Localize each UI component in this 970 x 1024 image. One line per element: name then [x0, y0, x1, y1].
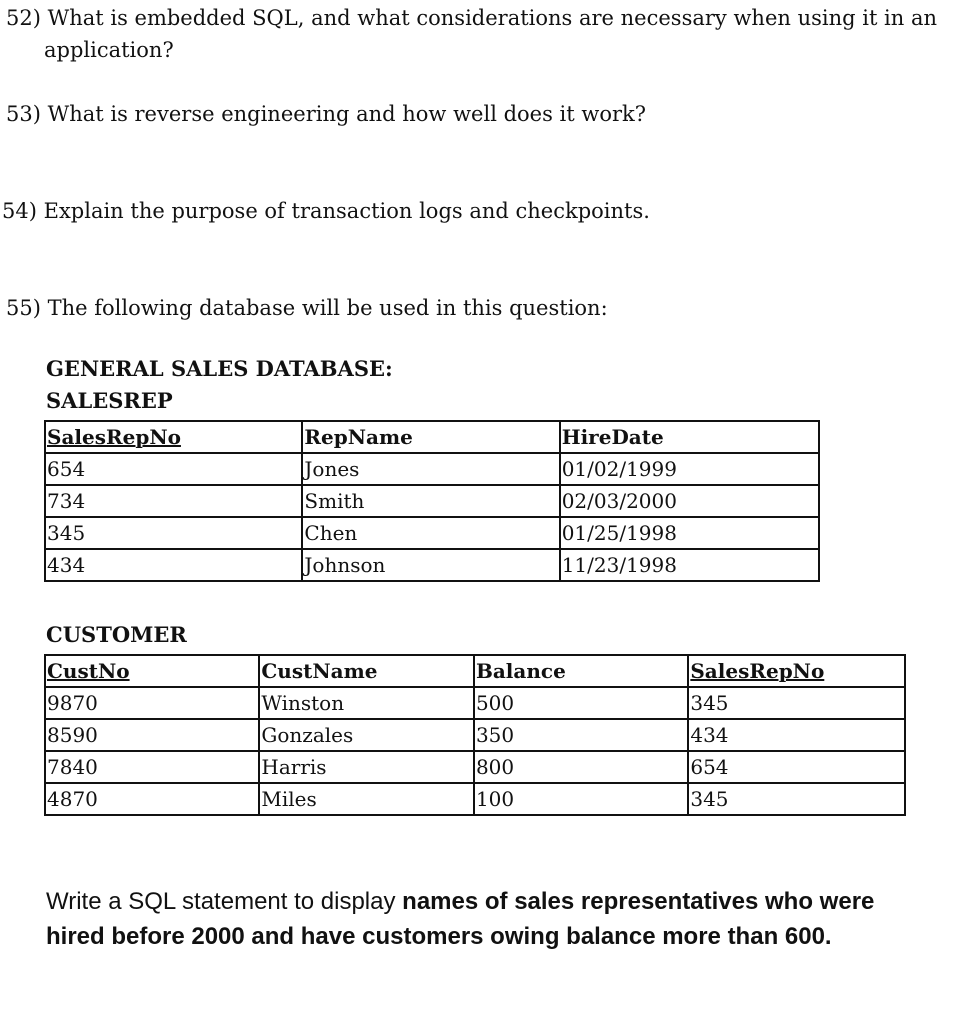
column-header — [688, 655, 905, 687]
table-cell: 434 — [45, 549, 302, 581]
question-number: 54) — [2, 199, 37, 223]
question-number: 52) — [6, 6, 41, 30]
table-cell: Smith — [302, 485, 559, 517]
table-cell: Chen — [302, 517, 559, 549]
question-text: The following database will be used in this question: — [47, 296, 608, 320]
question-text-continuation: application? — [44, 38, 174, 62]
table-row — [45, 783, 905, 815]
table-cell: Gonzales — [259, 719, 474, 751]
table-cell: 01/25/1998 — [560, 517, 819, 549]
table-row — [45, 517, 819, 549]
table-cell: 434 — [688, 719, 905, 751]
table-cell: Jones — [302, 453, 559, 485]
table-cell: 02/03/2000 — [560, 485, 819, 517]
table-cell: 800 — [474, 751, 688, 783]
database-title: GENERAL SALES DATABASE: — [46, 356, 393, 381]
salesrep-table-title: SALESREP — [46, 388, 173, 413]
table-cell: 7840 — [45, 751, 259, 783]
table-cell: Winston — [259, 687, 474, 719]
task-bold-text: names of sales representatives who were hired before 2000 and have customers owing balance more than 600. — [46, 888, 875, 950]
table-row — [45, 453, 819, 485]
table-row — [45, 751, 905, 783]
table-cell: 654 — [45, 453, 302, 485]
task-prefix: Write a SQL statement to display — [46, 888, 403, 915]
customer-table — [44, 654, 906, 816]
question-text: What is reverse engineering and how well does it work? — [47, 102, 647, 126]
table-cell: 345 — [688, 687, 905, 719]
column-header-label: Balance — [475, 659, 566, 683]
table-header-row — [45, 421, 819, 453]
column-header-label: SalesRepNo — [47, 425, 181, 449]
question-number: 55) — [6, 296, 41, 320]
table-cell: Miles — [259, 783, 474, 815]
question-text: Explain the purpose of transaction logs and checkpoints. — [43, 199, 650, 223]
column-header-label: SalesRepNo — [690, 659, 825, 683]
column-header — [259, 655, 474, 687]
table-cell: 345 — [45, 517, 302, 549]
table-cell: 11/23/1998 — [560, 549, 819, 581]
column-header-label: CustNo — [47, 659, 130, 683]
table-cell: 100 — [474, 783, 688, 815]
question-text: What is embedded SQL, and what considerations are necessary when using it in an — [47, 6, 938, 30]
question-number: 53) — [6, 102, 41, 126]
salesrep-table — [44, 420, 820, 582]
customer-table-title: CUSTOMER — [46, 622, 187, 647]
table-row — [45, 687, 905, 719]
question-52 — [6, 2, 937, 66]
task-instruction — [46, 884, 926, 954]
table-cell: 8590 — [45, 719, 259, 751]
table-cell: 9870 — [45, 687, 259, 719]
table-row — [45, 719, 905, 751]
column-header-label: RepName — [304, 425, 413, 449]
question-54 — [2, 195, 650, 227]
table-cell: 350 — [474, 719, 688, 751]
table-cell: 734 — [45, 485, 302, 517]
question-53 — [6, 98, 646, 130]
column-header — [45, 655, 259, 687]
column-header — [302, 421, 559, 453]
table-cell: Harris — [259, 751, 474, 783]
question-55 — [6, 292, 608, 324]
column-header-label: CustName — [261, 659, 378, 683]
table-cell: 4870 — [45, 783, 259, 815]
table-header-row — [45, 655, 905, 687]
table-row — [45, 485, 819, 517]
table-cell: 345 — [688, 783, 905, 815]
column-header — [560, 421, 819, 453]
column-header — [474, 655, 688, 687]
table-cell: 01/02/1999 — [560, 453, 819, 485]
column-header — [45, 421, 302, 453]
column-header-label: HireDate — [561, 425, 664, 449]
table-row — [45, 549, 819, 581]
table-cell: 500 — [474, 687, 688, 719]
table-cell: Johnson — [302, 549, 559, 581]
table-cell: 654 — [688, 751, 905, 783]
